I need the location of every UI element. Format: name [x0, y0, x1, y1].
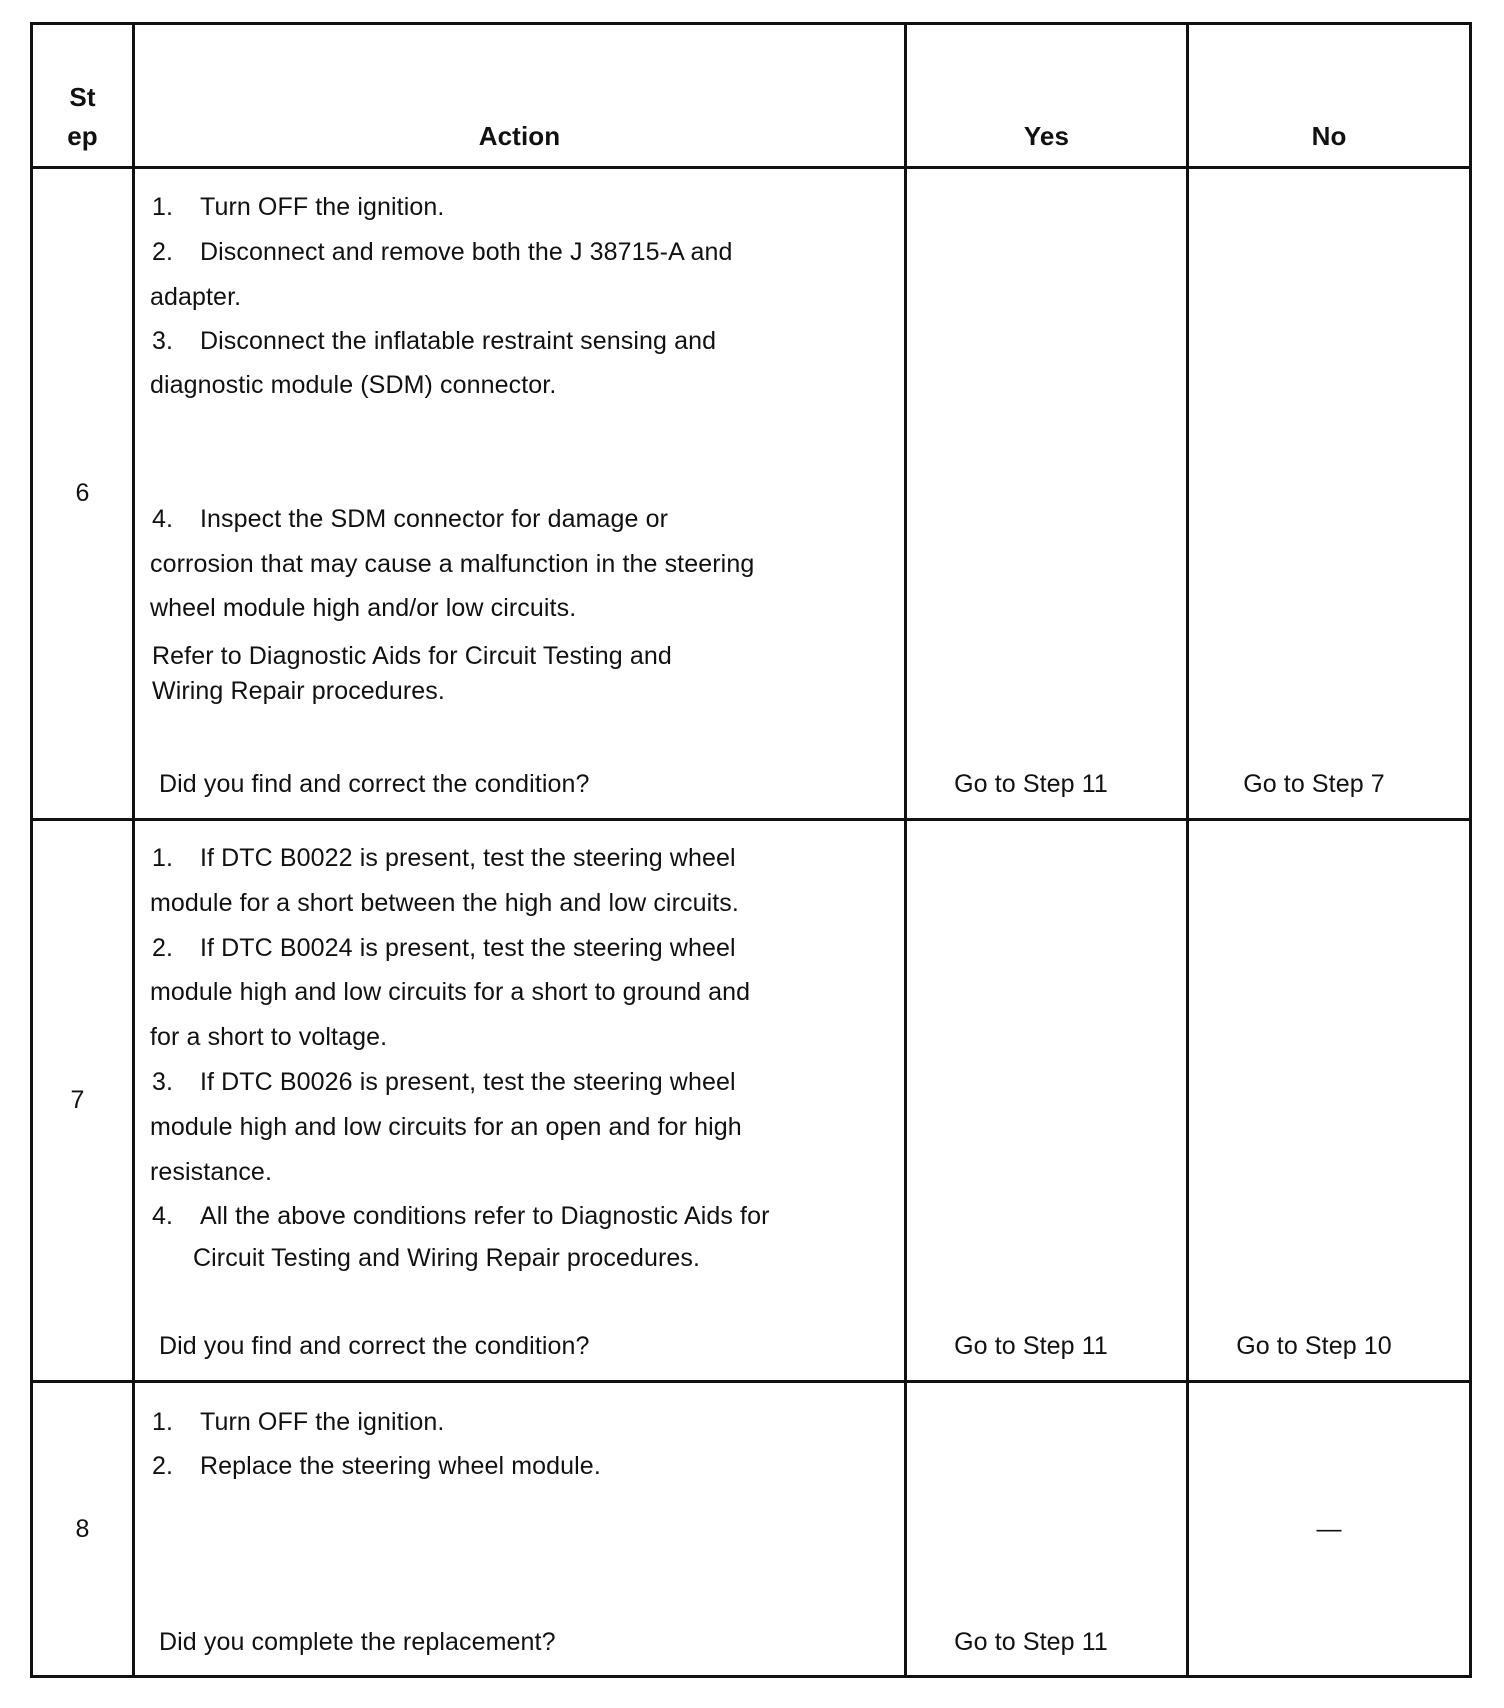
- action-item-2-cont: for a short to voltage.: [150, 1023, 388, 1051]
- action-item-2: 2. Disconnect and remove both the J 38715-A and: [152, 238, 733, 266]
- header-action: Action: [478, 121, 561, 151]
- item-number: 2.: [152, 1452, 174, 1480]
- action-item-3-cont: module high and low circuits for an open and for high: [150, 1113, 742, 1141]
- action-item-1: 1. Turn OFF the ignition.: [152, 1408, 445, 1436]
- header-no: No: [1311, 121, 1347, 151]
- action-item-1: 1. If DTC B0022 is present, test the steering wheel: [152, 844, 736, 872]
- action-item-2: 2. Replace the steering wheel module.: [152, 1452, 601, 1480]
- step-number: 7: [70, 1086, 85, 1114]
- action-item-3: 3. If DTC B0026 is present, test the steering wheel: [152, 1068, 736, 1096]
- item-number: 3.: [152, 327, 174, 355]
- action-item-4-cont: corrosion that may cause a malfunction in the steering: [150, 550, 755, 578]
- action-question: Did you complete the replacement?: [159, 1628, 556, 1656]
- action-item-1: 1. Turn OFF the ignition.: [152, 193, 445, 221]
- item-number: 2.: [152, 934, 174, 962]
- step-number: 6: [75, 479, 90, 507]
- header-yes: Yes: [1023, 121, 1070, 151]
- action-item-4: 4. All the above conditions refer to Diagnostic Aids for: [152, 1202, 770, 1230]
- header-divider: [30, 166, 1472, 169]
- action-note: Wiring Repair procedures.: [152, 677, 445, 705]
- action-item-4: 4. Inspect the SDM connector for damage or: [152, 505, 669, 533]
- table-border-left: [30, 22, 33, 1678]
- header-step-line2: ep: [67, 121, 98, 151]
- item-number: 3.: [152, 1068, 174, 1096]
- item-number: 1.: [152, 1408, 174, 1436]
- column-divider-yes-no: [1186, 22, 1189, 1678]
- action-item-3-cont: resistance.: [150, 1158, 272, 1186]
- action-item-2-cont: module high and low circuits for a short to ground and: [150, 978, 751, 1006]
- yes-result: Go to Step 11: [954, 1332, 1108, 1360]
- no-result-dash: —: [1316, 1515, 1342, 1543]
- action-item-4-cont: wheel module high and/or low circuits.: [150, 594, 577, 622]
- item-number: 4.: [152, 505, 174, 533]
- table-border-bottom: [30, 1675, 1472, 1678]
- action-item-1-cont: module for a short between the high and low circuits.: [150, 889, 739, 917]
- item-number: 4.: [152, 1202, 174, 1230]
- action-item-3: 3. Disconnect the inflatable restraint sensing and: [152, 327, 717, 355]
- row-divider-7-8: [30, 1380, 1472, 1383]
- action-note: Refer to Diagnostic Aids for Circuit Testing and: [152, 642, 672, 670]
- action-item-3-cont: diagnostic module (SDM) connector.: [150, 371, 557, 399]
- action-question: Did you find and correct the condition?: [159, 1332, 590, 1360]
- step-number: 8: [75, 1515, 90, 1543]
- no-result: Go to Step 7: [1243, 770, 1385, 798]
- row-divider-6-7: [30, 818, 1472, 821]
- header-step-line1: St: [69, 82, 96, 112]
- item-number: 1.: [152, 193, 174, 221]
- action-item-4-cont: Circuit Testing and Wiring Repair procedures.: [193, 1244, 701, 1272]
- column-divider-step-action: [132, 22, 135, 1678]
- no-result: Go to Step 10: [1236, 1332, 1392, 1360]
- yes-result: Go to Step 11: [954, 1628, 1108, 1656]
- yes-result: Go to Step 11: [954, 770, 1108, 798]
- action-item-2: 2. If DTC B0024 is present, test the steering wheel: [152, 934, 736, 962]
- column-divider-action-yes: [904, 22, 907, 1678]
- action-item-2-cont: adapter.: [150, 283, 242, 311]
- action-question: Did you find and correct the condition?: [159, 770, 590, 798]
- item-number: 1.: [152, 844, 174, 872]
- table-border-top: [30, 22, 1472, 25]
- table-border-right: [1469, 22, 1472, 1678]
- item-number: 2.: [152, 238, 174, 266]
